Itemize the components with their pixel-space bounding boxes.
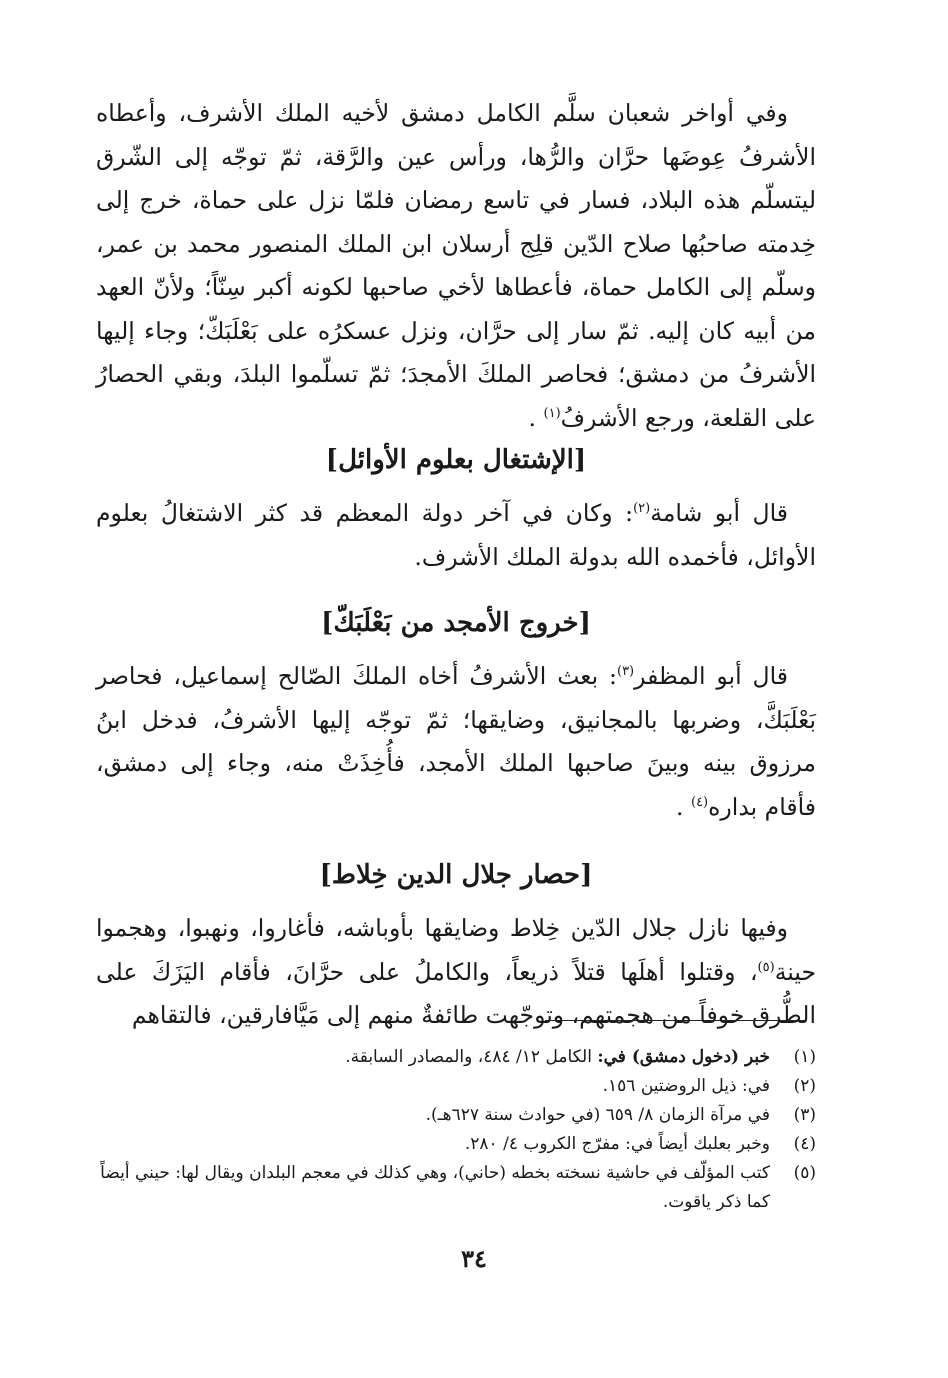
paragraph-2-before: قال أبو شامة bbox=[650, 499, 789, 527]
footnote-item bbox=[96, 1072, 816, 1101]
footnote-number: (٥) bbox=[793, 1163, 816, 1183]
paragraph-3-end: . bbox=[676, 792, 691, 821]
footnote-text bbox=[96, 1101, 770, 1130]
paragraph-4-before: وفيها نازل جلال الدّين خِلاط وضايقها بأوباشه، فأغاروا، ونهبوا، وهجموا حينة bbox=[96, 914, 816, 986]
paragraph-2-after: : وكان في آخر دولة المعظم قد كثر الاشتغالُ بعلوم الأوائل، فأخمده الله بدولة الملك الأشرف. bbox=[96, 499, 816, 571]
paragraph-3-before: قال أبو المظفر bbox=[634, 662, 788, 690]
footnote-body: في مرآة الزمان ٨/ ٦٥٩ (في حوادث سنة ٦٢٧هـ). bbox=[425, 1105, 770, 1125]
section-heading-awail: [الإشتغال بعلوم الأوائل] bbox=[325, 445, 587, 475]
footnote-number: (٢) bbox=[793, 1076, 816, 1096]
footnote-ref-2[interactable]: (٢) bbox=[633, 501, 651, 517]
page-number: ٣٤ bbox=[461, 1244, 487, 1273]
footnote-ref-3[interactable]: (٣) bbox=[616, 664, 635, 680]
footnote-text bbox=[96, 1043, 770, 1072]
footnote-text bbox=[96, 1072, 770, 1101]
footnote-body: الكامل ١٢/ ٤٨٤، والمصادر السابقة. bbox=[345, 1047, 598, 1067]
footnote-item bbox=[96, 1159, 816, 1217]
paragraph-4-after: ، وقتلوا أهلَها قتلاً ذريعاً، والكاملُ على حرَّانَ، فأقام اليَزَكَ على الطُّرق خوفاً من هجمتهم، وتوجّهت طائفةٌ منهم إلى مَيَّافارقين، فالتقاهم bbox=[96, 957, 816, 1029]
footnote-item bbox=[96, 1130, 816, 1159]
footnote-ref-4[interactable]: (٤) bbox=[690, 794, 709, 810]
footnote-number: (٤) bbox=[793, 1134, 816, 1154]
paragraph-3-after: : بعث الأشرفُ أخاه الملكَ الصّالح إسماعيل، فحاصر بَعْلَبَكَّ، وضربها بالمجانيق، وضايقها؛ ثمّ توجّه إليها الأشرفُ، فدخل ابنُ مرزوق بينه وبينَ صاحبها الملك الأمجد، فأُخِذَتْ منه، وجاء إلى دمشق، فأقام بداره bbox=[96, 662, 816, 821]
paragraph-4 bbox=[96, 907, 816, 1038]
paragraph-1-text: وفي أواخر شعبان سلَّم الكامل دمشق لأخيه الملك الأشرف، وأعطاه الأشرفُ عِوضَها حرَّان والرُّها، ورأس عين والرَّقة، ثمّ توجّه إلى الشّرق ليتسلّم هذه البلاد، فسار في تاسع رمضان فلمّا نزل على حماة، خرج إلى خِدمته صاحبُها صلاح الدّين قلِج أرسلان ابن الملك المنصور محمد بن عمر، وسلّم إلى الكامل حماة، فأعطاها لأخي صاحبها لكونه أكبر سِنّاً؛ ولأنّ العهد من أبيه كان إليه. ثمّ سار إلى حرَّان، ونزل عسكرُه على بَعْلَبَكّ؛ وجاء إليها الأشرفُ من دمشق؛ فحاصر الملكَ الأمجدَ؛ ثمّ تسلّموا البلدَ، وبقي الحصارُ على القلعة، ورجع الأشرفُ bbox=[96, 99, 816, 432]
footnote-number: (٣) bbox=[793, 1105, 816, 1125]
paragraph-3 bbox=[96, 655, 816, 829]
page-body bbox=[96, 92, 816, 1038]
footnote-body: وخبر بعلبك أيضاً في: مفرّج الكروب ٤/ ٢٨٠. bbox=[464, 1134, 770, 1154]
section-heading-khilat: [حصار جلال الدين خِلاط] bbox=[319, 860, 593, 890]
footnote-body: كتب المؤلّف في حاشية نسخته بخطه (حاني)، وهي كذلك في معجم البلدان ويقال لها: حيني أيضاً كما ذكر ياقوت. bbox=[100, 1163, 770, 1212]
footnote-divider bbox=[545, 1020, 805, 1021]
footnote-text bbox=[96, 1130, 770, 1159]
paragraph-1-end: . bbox=[528, 403, 544, 432]
footnotes bbox=[96, 1043, 816, 1217]
footnote-number: (١) bbox=[793, 1047, 816, 1067]
footnote-item bbox=[96, 1101, 816, 1130]
section-heading-amjad: [خروج الأمجد من بَعْلَبَكّ] bbox=[321, 608, 591, 638]
footnote-ref-5[interactable]: (٥) bbox=[757, 959, 775, 975]
footnote-item bbox=[96, 1043, 816, 1072]
footnote-text bbox=[96, 1159, 770, 1217]
footnote-bold-label: خبر (دخول دمشق) في: bbox=[597, 1047, 770, 1067]
footnote-body: في: ذيل الروضتين ١٥٦. bbox=[602, 1076, 770, 1096]
footnote-ref-1[interactable]: (١) bbox=[543, 405, 561, 421]
paragraph-2 bbox=[96, 492, 816, 579]
paragraph-1 bbox=[96, 92, 816, 432]
